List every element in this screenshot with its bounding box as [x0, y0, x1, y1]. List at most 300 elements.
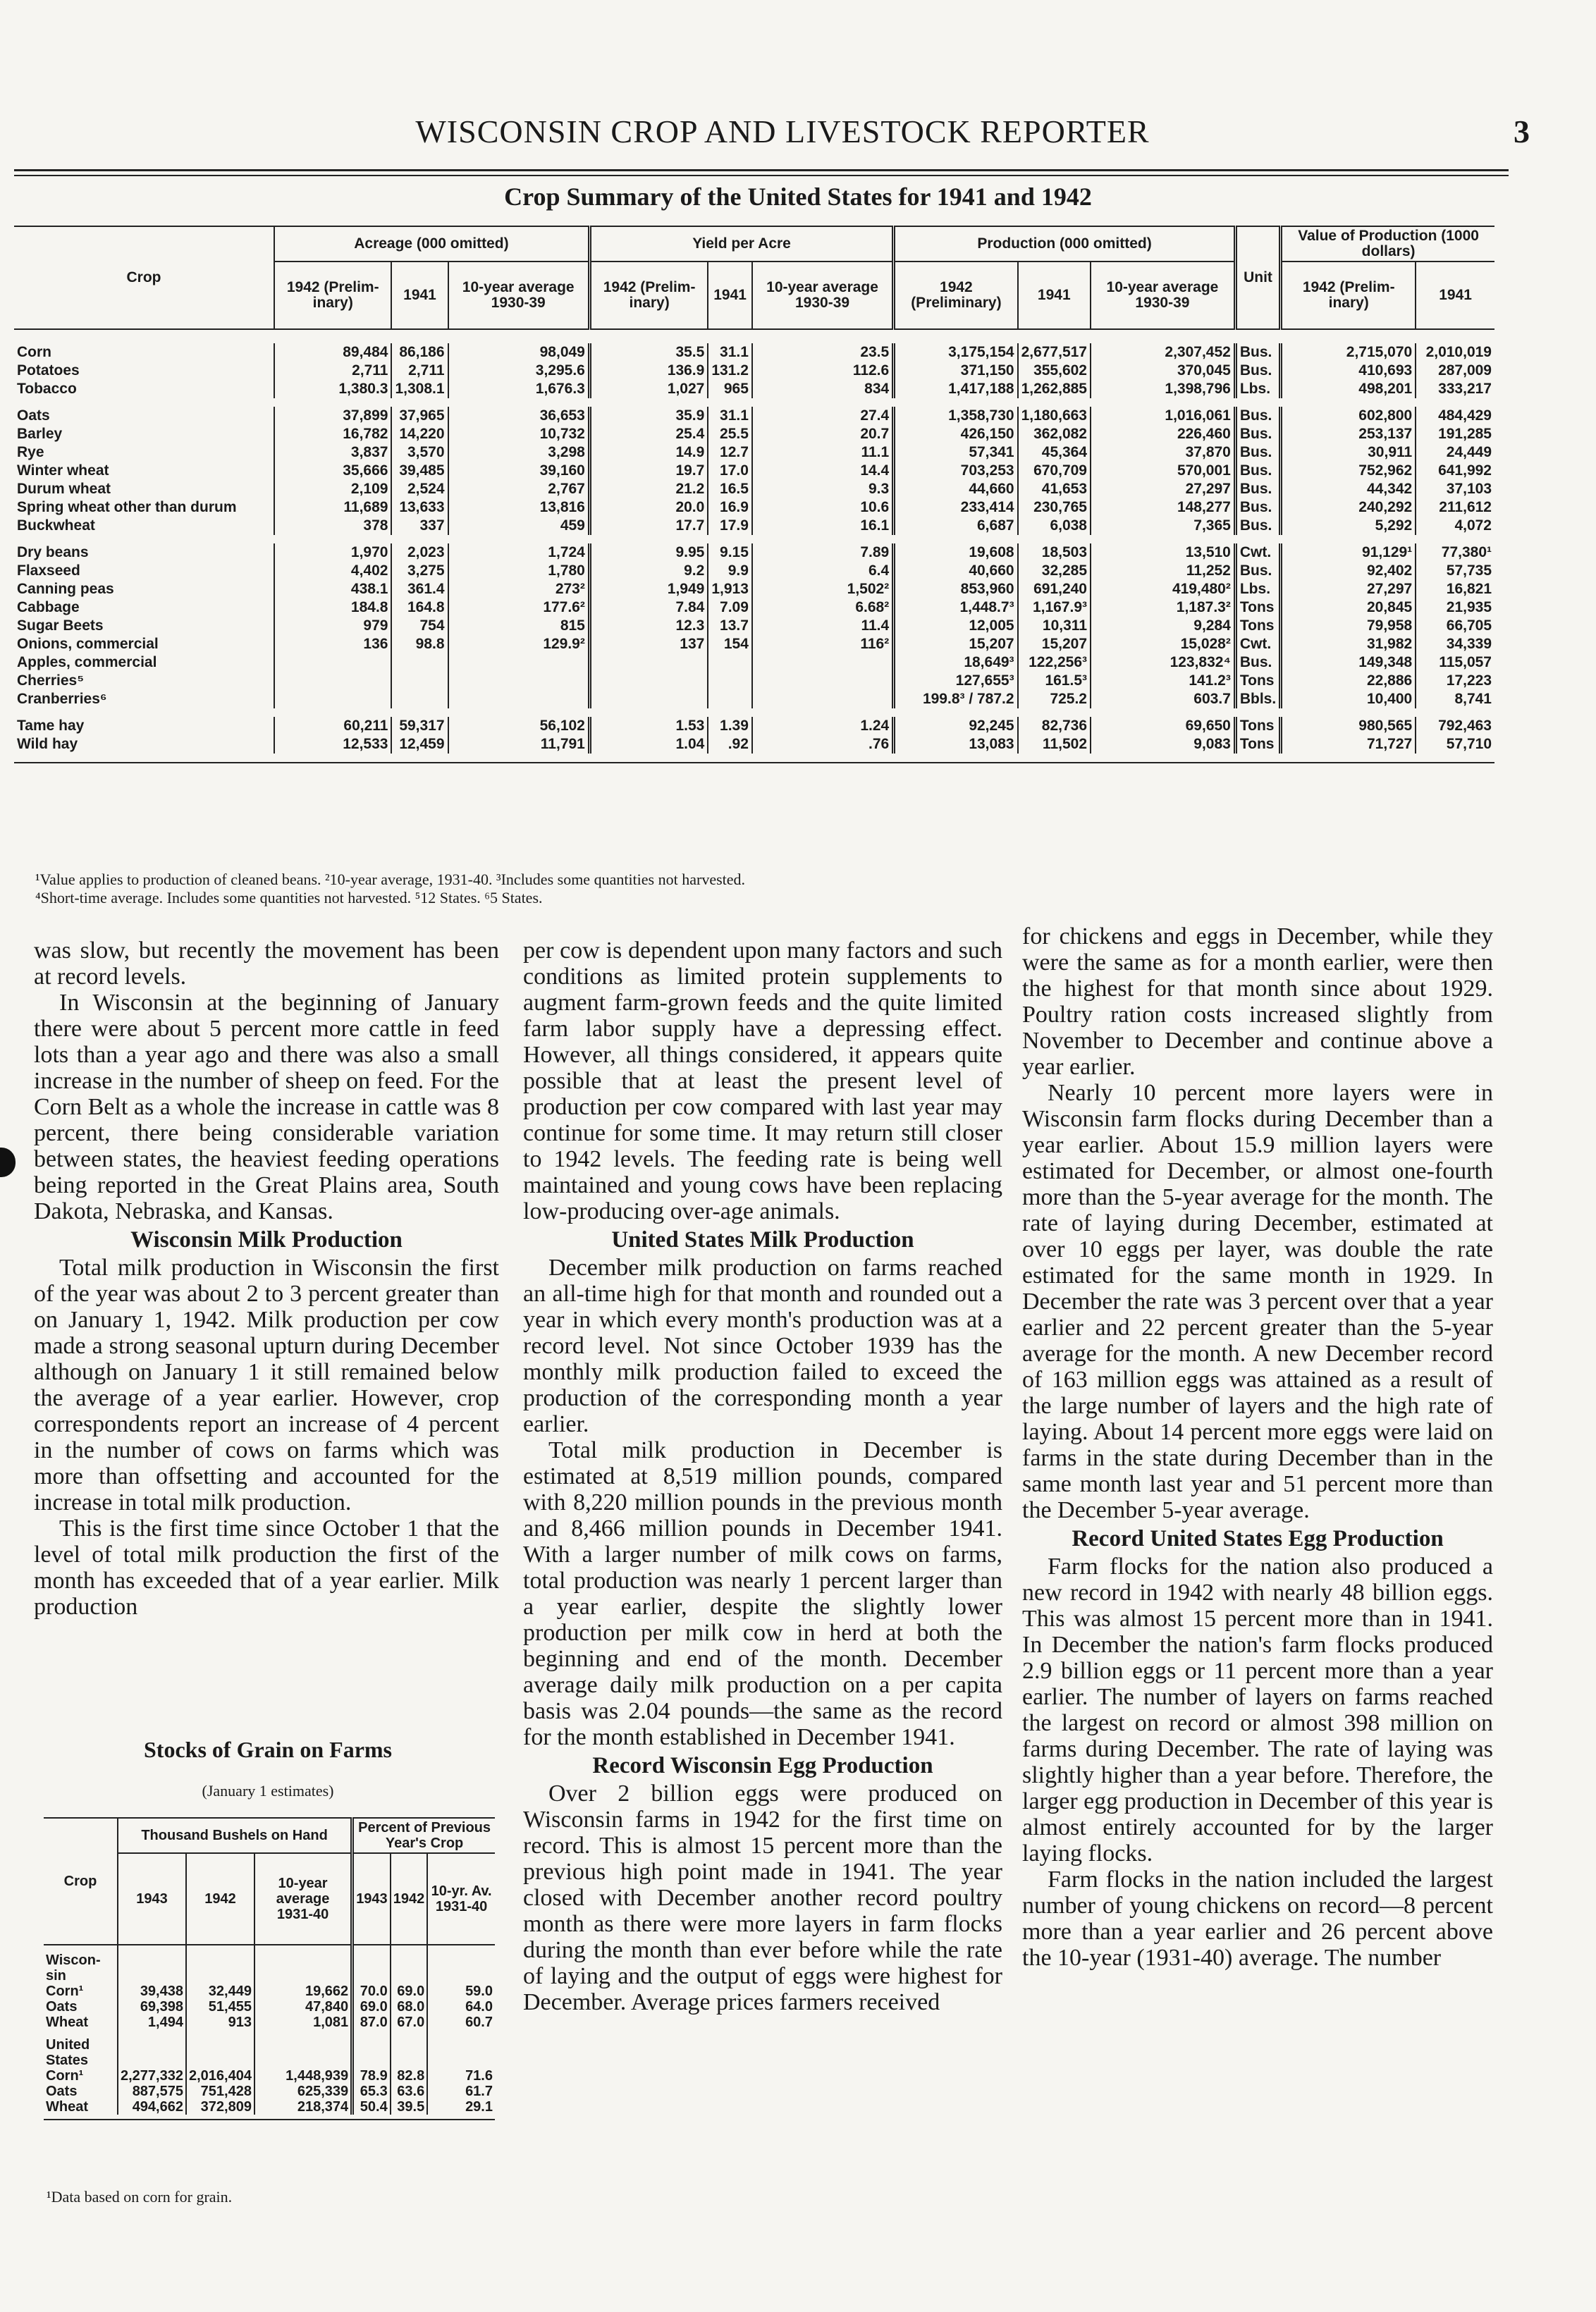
crop-cell-v42: 240,292 — [1281, 498, 1416, 517]
crop-cell-p41: 10,311 — [1018, 617, 1091, 635]
crop-cell-v41: 641,992 — [1416, 462, 1494, 480]
crop-cell-ac41: 754 — [391, 617, 448, 635]
crop-cell-ac10: 1,724 — [448, 543, 590, 562]
spacer-cell — [14, 708, 1494, 717]
stocks-row — [44, 1999, 495, 2015]
stocks-cell-bavg: 1,448,939 — [254, 2068, 352, 2084]
crop-cell-ac41: 2,524 — [391, 480, 448, 498]
crop-cell-v42: 91,129¹ — [1281, 543, 1416, 562]
stocks-crop-cell: Wheat — [46, 2099, 88, 2115]
crop-table-footnotes — [35, 871, 745, 907]
crop-cell-p42: 853,960 — [894, 580, 1018, 598]
crop-cell-ac42: 378 — [274, 517, 391, 535]
crop-cell-ac41: 13,633 — [391, 498, 448, 517]
crop-cell-y10: 23.5 — [752, 343, 894, 362]
crop-cell-p42: 3,175,154 — [894, 343, 1018, 362]
stocks-cell-p42: 39.5 — [391, 2099, 428, 2115]
crop-cell-ac10 — [448, 690, 590, 708]
stocks-empty-cell — [186, 2030, 254, 2068]
stocks-cell-bavg: 625,339 — [254, 2084, 352, 2099]
crop-cell-y42: 19.7 — [589, 462, 708, 480]
crop-cell-v42: 92,402 — [1281, 562, 1416, 580]
crop-cell-unit: Cwt. — [1235, 543, 1280, 562]
group-spacer — [14, 329, 1494, 343]
crop-cell-v42: 410,693 — [1281, 362, 1416, 380]
stocks-empty-cell — [352, 2030, 391, 2068]
crop-cell-y42: 7.84 — [589, 598, 708, 617]
paragraph: Farm flocks for the nation also produced a new record in 1942 with nearly 48 billion eggs. This was almost 15 percent more than in 1941. In December the nation's farm flocks produced 2.9 billion eggs or 11 percent more than a year earlier. The number of layers on farms reached the largest on record or almost 398 million on farms during December. The rate of laying was slightly higher than a year before. Therefore, the larger egg production in December of this year is almost entirely accounted for by the larger laying flocks. — [1022, 1554, 1493, 1867]
crop-cell-ac42 — [274, 653, 391, 672]
crop-cell-v41: 287,009 — [1416, 362, 1494, 380]
crop-cell-unit: Lbs. — [1235, 580, 1280, 598]
stocks-bottom — [44, 2115, 495, 2120]
crop-cell-y10 — [752, 672, 894, 690]
crop-cell-ac42: 16,782 — [274, 425, 391, 443]
crop-cell-y41: 25.5 — [708, 425, 752, 443]
crop-cell-p10: 370,045 — [1091, 362, 1235, 380]
stocks-bottom-rule — [44, 2115, 495, 2120]
crop-cell-p42: 1,358,730 — [894, 407, 1018, 425]
stocks-table-body — [44, 1945, 495, 2120]
crop-cell-y41: 16.5 — [708, 480, 752, 498]
header-rule — [14, 169, 1509, 171]
paragraph: per cow is dependent upon many factors and such conditions as limited protein supplements to augment farm-grown feeds and the quite limited farm labor supply have a depressing effect. However, all things considered, it appears quite possible that at least the present level of production per cow compared with last year may continue for some time. It may return still closer to 1942 levels. The feeding rate is being well maintained and young cows have been replacing low-producing over-age animals. — [523, 937, 1002, 1224]
crop-cell-unit: Bbls. — [1235, 690, 1280, 708]
crop-cell-p10: 419,480² — [1091, 580, 1235, 598]
crop-cell-p41: 230,765 — [1018, 498, 1091, 517]
stocks-cell-b43: 39,438 — [118, 1984, 186, 1999]
crop-cell-p41: 1,180,663 — [1018, 407, 1091, 425]
page-header — [28, 113, 1537, 155]
stocks-empty-cell — [427, 2030, 495, 2068]
crop-cell-p41: 45,364 — [1018, 443, 1091, 462]
crop-cell-p41: 41,653 — [1018, 480, 1091, 498]
crop-cell-ac10: 3,295.6 — [448, 362, 590, 380]
page-number: 3 — [1514, 113, 1530, 149]
crop-cell-v42: 498,201 — [1281, 380, 1416, 398]
crop-cell-p41: 15,207 — [1018, 635, 1091, 653]
crop-cell-ac41: 14,220 — [391, 425, 448, 443]
crop-cell-ac10: 10,732 — [448, 425, 590, 443]
paragraph: This is the first time since October 1 that the level of total milk production the first of the month has exceeded that of a year earlier. Milk production — [34, 1515, 499, 1620]
crop-name-cell: Cabbage — [17, 599, 80, 615]
crop-cell-ac10: 273² — [448, 580, 590, 598]
crop-row — [14, 443, 1494, 462]
crop-cell-ac42: 11,689 — [274, 498, 391, 517]
crop-cell-v42: 980,565 — [1281, 717, 1416, 735]
crop-cell-y10: 7.89 — [752, 543, 894, 562]
stocks-crop-cell: Oats — [46, 2084, 78, 2099]
crop-cell-y42: 1.53 — [589, 717, 708, 735]
crop-name-cell: Winter wheat — [17, 462, 109, 479]
crop-cell-v42: 31,982 — [1281, 635, 1416, 653]
crop-cell-ac42: 3,837 — [274, 443, 391, 462]
crop-cell-ac41: 39,485 — [391, 462, 448, 480]
section-heading: Wisconsin Milk Production — [130, 1227, 403, 1253]
col-group-acreage: Acreage (000 omitted) — [274, 226, 589, 262]
stocks-cell-b42: 913 — [186, 2015, 254, 2030]
crop-row — [14, 362, 1494, 380]
crop-cell-unit: Tons — [1235, 717, 1280, 735]
crop-name-cell: Oats — [17, 407, 50, 424]
spacer-cell — [14, 535, 1494, 543]
col-unit: Unit — [1235, 226, 1280, 329]
crop-cell-p42: 40,660 — [894, 562, 1018, 580]
crop-cell-y41: 31.1 — [708, 407, 752, 425]
stocks-cell-b43: 2,277,332 — [118, 2068, 186, 2084]
crop-cell-v42: 752,962 — [1281, 462, 1416, 480]
crop-cell-y42: 17.7 — [589, 517, 708, 535]
crop-cell-ac10: 56,102 — [448, 717, 590, 735]
crop-cell-ac41: 3,570 — [391, 443, 448, 462]
crop-cell-v41: 191,285 — [1416, 425, 1494, 443]
stocks-row — [44, 2099, 495, 2115]
crop-name-cell: Rye — [17, 444, 44, 460]
crop-cell-ac42: 35,666 — [274, 462, 391, 480]
paragraph: Over 2 billion eggs were produced on Wisconsin farms in 1942 for the first time on record. This is almost 15 percent more than the previous high point made in 1941. The year closed with December another record poultry month as there were more layers in farm flocks during the month than ever before while the rate of laying and the output of eggs were highest for December. Average prices farmers received — [523, 1781, 1002, 2015]
stocks-empty-cell — [186, 1945, 254, 1984]
crop-cell-p41: 355,602 — [1018, 362, 1091, 380]
col-acreage-avg: 10-year average 1930-39 — [448, 262, 590, 329]
crop-cell-p41: 670,709 — [1018, 462, 1091, 480]
crop-cell-ac41 — [391, 653, 448, 672]
section-heading: Record United States Egg Production — [1072, 1526, 1444, 1551]
crop-row — [14, 598, 1494, 617]
crop-cell-ac41: 337 — [391, 517, 448, 535]
crop-cell-p42: 371,150 — [894, 362, 1018, 380]
crop-cell-v41: 16,821 — [1416, 580, 1494, 598]
crop-cell-y10: 11.1 — [752, 443, 894, 462]
group-spacer — [14, 535, 1494, 543]
crop-cell-ac41: 12,459 — [391, 735, 448, 754]
crop-cell-v41: 333,217 — [1416, 380, 1494, 398]
crop-cell-v41: 57,735 — [1416, 562, 1494, 580]
paragraph: Total milk production in December is estimated at 8,519 million pounds, compared with 8,220 million pounds in the previous month and 8,466 million pounds in December 1941. With a larger number of milk cows on farms, total production was nearly 1 percent larger than a year earlier, despite the slightly lower production per milk cow in herd at both the beginning and end of the month. December average daily milk production on a per capita basis was 2.04 pounds—the same as the record for the month established in December 1941. — [523, 1437, 1002, 1750]
crop-cell-v42: 602,800 — [1281, 407, 1416, 425]
crop-cell-y41: 17.9 — [708, 517, 752, 535]
stocks-table-footnote: ¹Data based on corn for grain. — [47, 2188, 233, 2206]
crop-cell-y41: 16.9 — [708, 498, 752, 517]
crop-cell-unit: Bus. — [1235, 343, 1280, 362]
crop-cell-ac41: 2,023 — [391, 543, 448, 562]
stocks-cell-b43: 887,575 — [118, 2084, 186, 2099]
crop-cell-unit: Bus. — [1235, 443, 1280, 462]
crop-cell-ac41: 37,965 — [391, 407, 448, 425]
crop-row — [14, 690, 1494, 708]
crop-cell-ac41: 2,711 — [391, 362, 448, 380]
crop-cell-unit: Bus. — [1235, 425, 1280, 443]
crop-cell-v41: 57,710 — [1416, 735, 1494, 754]
crop-cell-y41: 131.2 — [708, 362, 752, 380]
crop-cell-y41: 13.7 — [708, 617, 752, 635]
col-yield-avg: 10-year average 1930-39 — [752, 262, 894, 329]
col-value-1942: 1942 (Prelim- inary) — [1281, 262, 1416, 329]
stocks-cell-p43: 69.0 — [352, 1999, 391, 2015]
stocks-empty-cell — [352, 1945, 391, 1984]
stocks-cell-b43: 1,494 — [118, 2015, 186, 2030]
crop-cell-y10: 10.6 — [752, 498, 894, 517]
col-acreage-1942: 1942 (Prelim- inary) — [274, 262, 391, 329]
article-column-3 — [1022, 923, 1493, 1971]
crop-cell-ac42: 2,109 — [274, 480, 391, 498]
crop-cell-y10 — [752, 690, 894, 708]
crop-cell-y42 — [589, 690, 708, 708]
crop-cell-unit: Bus. — [1235, 498, 1280, 517]
stocks-cell-p42: 67.0 — [391, 2015, 428, 2030]
crop-row — [14, 343, 1494, 362]
crop-row — [14, 407, 1494, 425]
crop-row — [14, 672, 1494, 690]
crop-name-cell: Apples, commercial — [17, 654, 157, 670]
crop-cell-y41: 9.9 — [708, 562, 752, 580]
crop-cell-v41: 8,741 — [1416, 690, 1494, 708]
crop-cell-ac10: 11,791 — [448, 735, 590, 754]
stocks-col-pct-1943: 1943 — [352, 1853, 391, 1945]
header-rule-thin — [14, 175, 1509, 176]
crop-cell-unit: Tons — [1235, 672, 1280, 690]
crop-cell-unit: Tons — [1235, 598, 1280, 617]
crop-row — [14, 462, 1494, 480]
stocks-empty-cell — [254, 1945, 352, 1984]
crop-cell-ac10: 39,160 — [448, 462, 590, 480]
crop-cell-ac41: 361.4 — [391, 580, 448, 598]
col-production-avg: 10-year average 1930-39 — [1091, 262, 1235, 329]
crop-cell-y10: 116² — [752, 635, 894, 653]
col-crop: Crop — [14, 226, 274, 329]
crop-table-body — [14, 329, 1494, 763]
crop-name-cell: Durum wheat — [17, 481, 111, 497]
crop-cell-y42 — [589, 653, 708, 672]
crop-cell-v41: 77,380¹ — [1416, 543, 1494, 562]
stocks-col-avg: 10-year average 1931-40 — [254, 1853, 352, 1945]
crop-summary-table — [14, 226, 1494, 763]
crop-cell-p42: 15,207 — [894, 635, 1018, 653]
crop-cell-v41: 792,463 — [1416, 717, 1494, 735]
crop-cell-p10: 226,460 — [1091, 425, 1235, 443]
crop-cell-p42: 92,245 — [894, 717, 1018, 735]
crop-cell-y42: 9.2 — [589, 562, 708, 580]
crop-cell-ac10: 815 — [448, 617, 590, 635]
crop-cell-p41: 11,502 — [1018, 735, 1091, 754]
crop-cell-v42: 22,886 — [1281, 672, 1416, 690]
stocks-empty-cell — [118, 2030, 186, 2068]
crop-cell-ac42: 2,711 — [274, 362, 391, 380]
crop-name-cell: Buckwheat — [17, 517, 95, 534]
crop-cell-v41: 37,103 — [1416, 480, 1494, 498]
crop-cell-ac41: 59,317 — [391, 717, 448, 735]
crop-name-cell: Spring wheat other than durum — [17, 499, 237, 515]
stocks-section-row — [44, 2030, 495, 2068]
crop-cell-p41: 362,082 — [1018, 425, 1091, 443]
article-column-1 — [34, 937, 499, 1620]
crop-cell-y10: 16.1 — [752, 517, 894, 535]
crop-cell-p41: 2,677,517 — [1018, 343, 1091, 362]
stocks-cell-bavg: 19,662 — [254, 1984, 352, 1999]
crop-cell-y10: 27.4 — [752, 407, 894, 425]
crop-cell-p10: 9,083 — [1091, 735, 1235, 754]
crop-cell-ac42: 979 — [274, 617, 391, 635]
crop-cell-y42: 35.5 — [589, 343, 708, 362]
crop-cell-v41: 484,429 — [1416, 407, 1494, 425]
crop-cell-p42: 1,448.7³ — [894, 598, 1018, 617]
crop-cell-y41: 1.39 — [708, 717, 752, 735]
stocks-cell-b42: 2,016,404 — [186, 2068, 254, 2084]
crop-cell-p42: 12,005 — [894, 617, 1018, 635]
stocks-cell-b42: 372,809 — [186, 2099, 254, 2115]
crop-cell-p41: 18,503 — [1018, 543, 1091, 562]
stocks-cell-pavg: 64.0 — [427, 1999, 495, 2015]
crop-cell-y10: 1.24 — [752, 717, 894, 735]
crop-cell-v41: 21,935 — [1416, 598, 1494, 617]
crop-cell-v42: 253,137 — [1281, 425, 1416, 443]
crop-cell-ac42: 136 — [274, 635, 391, 653]
crop-cell-unit: Bus. — [1235, 362, 1280, 380]
stocks-row — [44, 1984, 495, 1999]
crop-cell-p42: 44,660 — [894, 480, 1018, 498]
stocks-section-row — [44, 1945, 495, 1984]
crop-cell-unit: Cwt. — [1235, 635, 1280, 653]
stocks-cell-b42: 51,455 — [186, 1999, 254, 2015]
stocks-col-pct-1942: 1942 — [391, 1853, 428, 1945]
stocks-cell-pavg: 59.0 — [427, 1984, 495, 1999]
paragraph: Farm flocks in the nation included the largest number of young chickens on record—8 percent more than a year earlier and 26 percent above the 10-year (1931-40) average. The number — [1022, 1867, 1493, 1971]
footnote-line: ⁴Short-time average. Includes some quantities not harvested. ⁵12 States. ⁶5 States. — [35, 889, 543, 906]
crop-cell-ac42: 37,899 — [274, 407, 391, 425]
crop-cell-ac10: 1,780 — [448, 562, 590, 580]
crop-cell-ac10 — [448, 672, 590, 690]
col-yield-1942: 1942 (Prelim- inary) — [589, 262, 708, 329]
crop-cell-p42: 18,649³ — [894, 653, 1018, 672]
crop-cell-v42: 27,297 — [1281, 580, 1416, 598]
crop-cell-y42: 9.95 — [589, 543, 708, 562]
crop-cell-p10: 603.7 — [1091, 690, 1235, 708]
stocks-cell-b43: 494,662 — [118, 2099, 186, 2115]
crop-cell-y10: 6.68² — [752, 598, 894, 617]
crop-name-cell: Cherries⁵ — [17, 672, 85, 689]
crop-cell-p10: 7,365 — [1091, 517, 1235, 535]
crop-table-title: Crop Summary of the United States for 1941 and 1942 — [504, 183, 1092, 211]
crop-cell-y42: 20.0 — [589, 498, 708, 517]
stocks-col-1943: 1943 — [118, 1853, 186, 1945]
crop-cell-y10: 1,502² — [752, 580, 894, 598]
crop-cell-ac10: 1,676.3 — [448, 380, 590, 398]
crop-cell-y41 — [708, 653, 752, 672]
crop-cell-y41: .92 — [708, 735, 752, 754]
crop-cell-y10: 14.4 — [752, 462, 894, 480]
group-spacer — [14, 708, 1494, 717]
crop-cell-ac10: 459 — [448, 517, 590, 535]
crop-cell-v41: 115,057 — [1416, 653, 1494, 672]
crop-cell-y42: 1,027 — [589, 380, 708, 398]
paragraph: for chickens and eggs in December, while they were the same as for a month earlier, were then the highest for that month since about 1929. Poultry ration costs increased slightly from November to December and continue above a year earlier. — [1022, 923, 1493, 1080]
publication-title: WISCONSIN CROP AND LIVESTOCK REPORTER — [415, 113, 1150, 149]
crop-cell-p42: 6,687 — [894, 517, 1018, 535]
stocks-section-label: United States — [46, 2037, 90, 2068]
stocks-table — [44, 1817, 495, 2120]
table-bottom — [14, 754, 1494, 763]
stocks-empty-cell — [391, 1945, 428, 1984]
crop-cell-v41: 66,705 — [1416, 617, 1494, 635]
crop-cell-ac10: 3,298 — [448, 443, 590, 462]
crop-cell-y41 — [708, 690, 752, 708]
crop-row — [14, 635, 1494, 653]
crop-cell-p10: 1,398,796 — [1091, 380, 1235, 398]
crop-cell-p10: 15,028² — [1091, 635, 1235, 653]
crop-cell-ac10: 98,049 — [448, 343, 590, 362]
crop-cell-y41: 1,913 — [708, 580, 752, 598]
crop-cell-ac41: 3,275 — [391, 562, 448, 580]
stocks-cell-b42: 32,449 — [186, 1984, 254, 1999]
crop-cell-p41: 82,736 — [1018, 717, 1091, 735]
crop-cell-y10: 9.3 — [752, 480, 894, 498]
crop-cell-ac10: 13,816 — [448, 498, 590, 517]
crop-cell-p41: 691,240 — [1018, 580, 1091, 598]
stocks-col-group-percent: Percent of Previous Year's Crop — [352, 1818, 495, 1853]
crop-cell-unit: Tons — [1235, 735, 1280, 754]
crop-cell-v41: 4,072 — [1416, 517, 1494, 535]
crop-cell-v41: 2,010,019 — [1416, 343, 1494, 362]
crop-row — [14, 617, 1494, 635]
stocks-col-crop: Crop — [44, 1818, 118, 1945]
stocks-cell-p43: 70.0 — [352, 1984, 391, 1999]
crop-cell-p10: 148,277 — [1091, 498, 1235, 517]
crop-cell-p10: 37,870 — [1091, 443, 1235, 462]
crop-row — [14, 562, 1494, 580]
crop-name-cell: Cranberries⁶ — [17, 691, 107, 707]
crop-cell-p10: 123,832⁴ — [1091, 653, 1235, 672]
crop-cell-y42: 25.4 — [589, 425, 708, 443]
crop-name-cell: Dry beans — [17, 544, 89, 560]
crop-cell-unit: Bus. — [1235, 562, 1280, 580]
crop-cell-p41: 1,167.9³ — [1018, 598, 1091, 617]
stocks-cell-p42: 82.8 — [391, 2068, 428, 2084]
crop-cell-p41: 122,256³ — [1018, 653, 1091, 672]
crop-cell-ac42: 184.8 — [274, 598, 391, 617]
stocks-row — [44, 2015, 495, 2030]
crop-cell-y10: 112.6 — [752, 362, 894, 380]
col-group-production: Production (000 omitted) — [894, 226, 1236, 262]
crop-cell-y10: 6.4 — [752, 562, 894, 580]
crop-cell-y10: 11.4 — [752, 617, 894, 635]
crop-cell-y41: 7.09 — [708, 598, 752, 617]
stocks-cell-pavg: 60.7 — [427, 2015, 495, 2030]
crop-name-cell: Tobacco — [17, 381, 77, 397]
crop-cell-p41: 32,285 — [1018, 562, 1091, 580]
crop-name-cell: Tame hay — [17, 718, 85, 734]
crop-cell-ac42: 60,211 — [274, 717, 391, 735]
crop-cell-ac41 — [391, 672, 448, 690]
crop-cell-v42: 44,342 — [1281, 480, 1416, 498]
crop-cell-unit: Tons — [1235, 617, 1280, 635]
crop-cell-y41: 965 — [708, 380, 752, 398]
stocks-cell-p43: 65.3 — [352, 2084, 391, 2099]
footnote-line: ¹Value applies to production of cleaned beans. ²10-year average, 1931-40. ³Includes some quantities not harvested. — [35, 871, 746, 888]
crop-cell-y41: 12.7 — [708, 443, 752, 462]
crop-name-cell: Onions, commercial — [17, 636, 159, 652]
crop-cell-ac10: 2,767 — [448, 480, 590, 498]
crop-cell-p10: 9,284 — [1091, 617, 1235, 635]
crop-cell-p10: 141.2³ — [1091, 672, 1235, 690]
stocks-cell-b43: 69,398 — [118, 1999, 186, 2015]
crop-row — [14, 580, 1494, 598]
spacer-cell — [14, 398, 1494, 407]
crop-cell-p10: 1,016,061 — [1091, 407, 1235, 425]
crop-cell-y42: 14.9 — [589, 443, 708, 462]
paragraph: December milk production on farms reached an all-time high for that month and rounded out a year in which every month's production was at a record level. Not since October 1939 has the monthly milk production failed to exceed the production of the corresponding month a year earlier. — [523, 1255, 1002, 1437]
crop-cell-v41: 17,223 — [1416, 672, 1494, 690]
crop-cell-v42: 20,845 — [1281, 598, 1416, 617]
crop-cell-p42: 13,083 — [894, 735, 1018, 754]
